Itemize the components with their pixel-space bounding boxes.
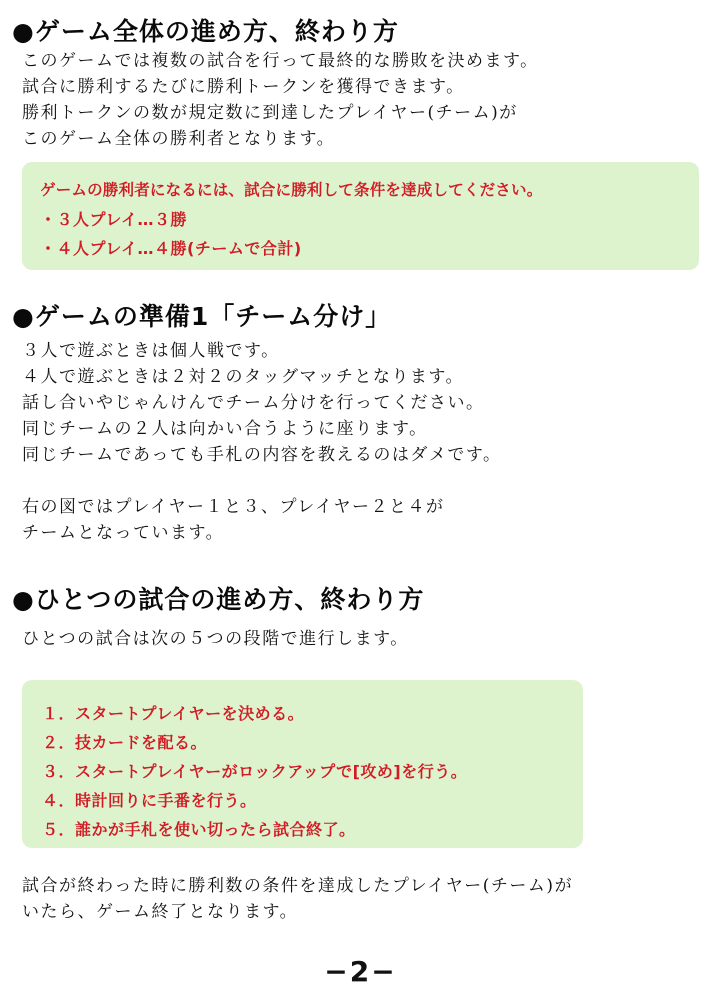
section-heading-team-split: ●ゲームの準備1「チーム分け」 (12, 302, 392, 331)
victory-3-players: ・３人プレイ…３勝 (40, 210, 188, 229)
section-heading-match-flow: ●ひとつの試合の進め方、終わり方 (12, 585, 425, 614)
match-end-paragraph (22, 873, 573, 925)
paragraph-line: 同じチームであっても手札の内容を教えるのはダメです。 (22, 445, 502, 465)
paragraph-line: 話し合いやじゃんけんでチーム分けを行ってください。 (22, 393, 485, 413)
page-number: −2− (324, 955, 397, 988)
paragraph-line: いたら、ゲーム終了となります。 (22, 902, 299, 922)
section-heading-game-flow: ●ゲーム全体の進め方、終わり方 (12, 17, 399, 46)
paragraph-line: 同じチームの２人は向かい合うように座ります。 (22, 419, 428, 439)
paragraph-line: 試合が終わった時に勝利数の条件を達成したプレイヤー(チーム)が (22, 876, 574, 896)
paragraph-line: ３人で遊ぶときは個人戦です。 (22, 341, 280, 361)
paragraph-line: このゲームでは複数の試合を行って最終的な勝敗を決めます。 (22, 51, 539, 71)
match-step: ３．スタートプレイヤーがロックアップで[攻め]を行う。 (42, 762, 468, 781)
paragraph-line: チームとなっています。 (22, 523, 225, 543)
team-figure-note (22, 494, 444, 546)
paragraph-line: 右の図ではプレイヤー１と３、プレイヤー２と４が (22, 497, 445, 517)
match-flow-intro (22, 626, 409, 652)
paragraph-line: 試合に勝利するたびに勝利トークンを獲得できます。 (22, 77, 465, 97)
victory-condition-text: ゲームの勝利者になるには、試合に勝利して条件を達成してください。 (40, 181, 543, 199)
paragraph-line: 勝利トークンの数が規定数に到達したプレイヤー(チーム)が (22, 103, 518, 123)
paragraph-line: ひとつの試合は次の５つの段階で進行します。 (22, 629, 409, 649)
match-step: ５．誰かが手札を使い切ったら試合終了。 (42, 820, 356, 839)
match-step: ２．技カードを配る。 (42, 733, 208, 752)
match-step: ４．時計回りに手番を行う。 (42, 791, 257, 810)
match-step: １．スタートプレイヤーを決める。 (42, 704, 305, 723)
paragraph-line: ４人で遊ぶときは２対２のタッグマッチとなります。 (22, 367, 464, 387)
victory-4-players: ・４人プレイ…４勝(チームで合計) (40, 239, 302, 258)
team-split-paragraph (22, 338, 501, 468)
game-flow-paragraph (22, 48, 539, 152)
paragraph-line: このゲーム全体の勝利者となります。 (22, 129, 336, 149)
